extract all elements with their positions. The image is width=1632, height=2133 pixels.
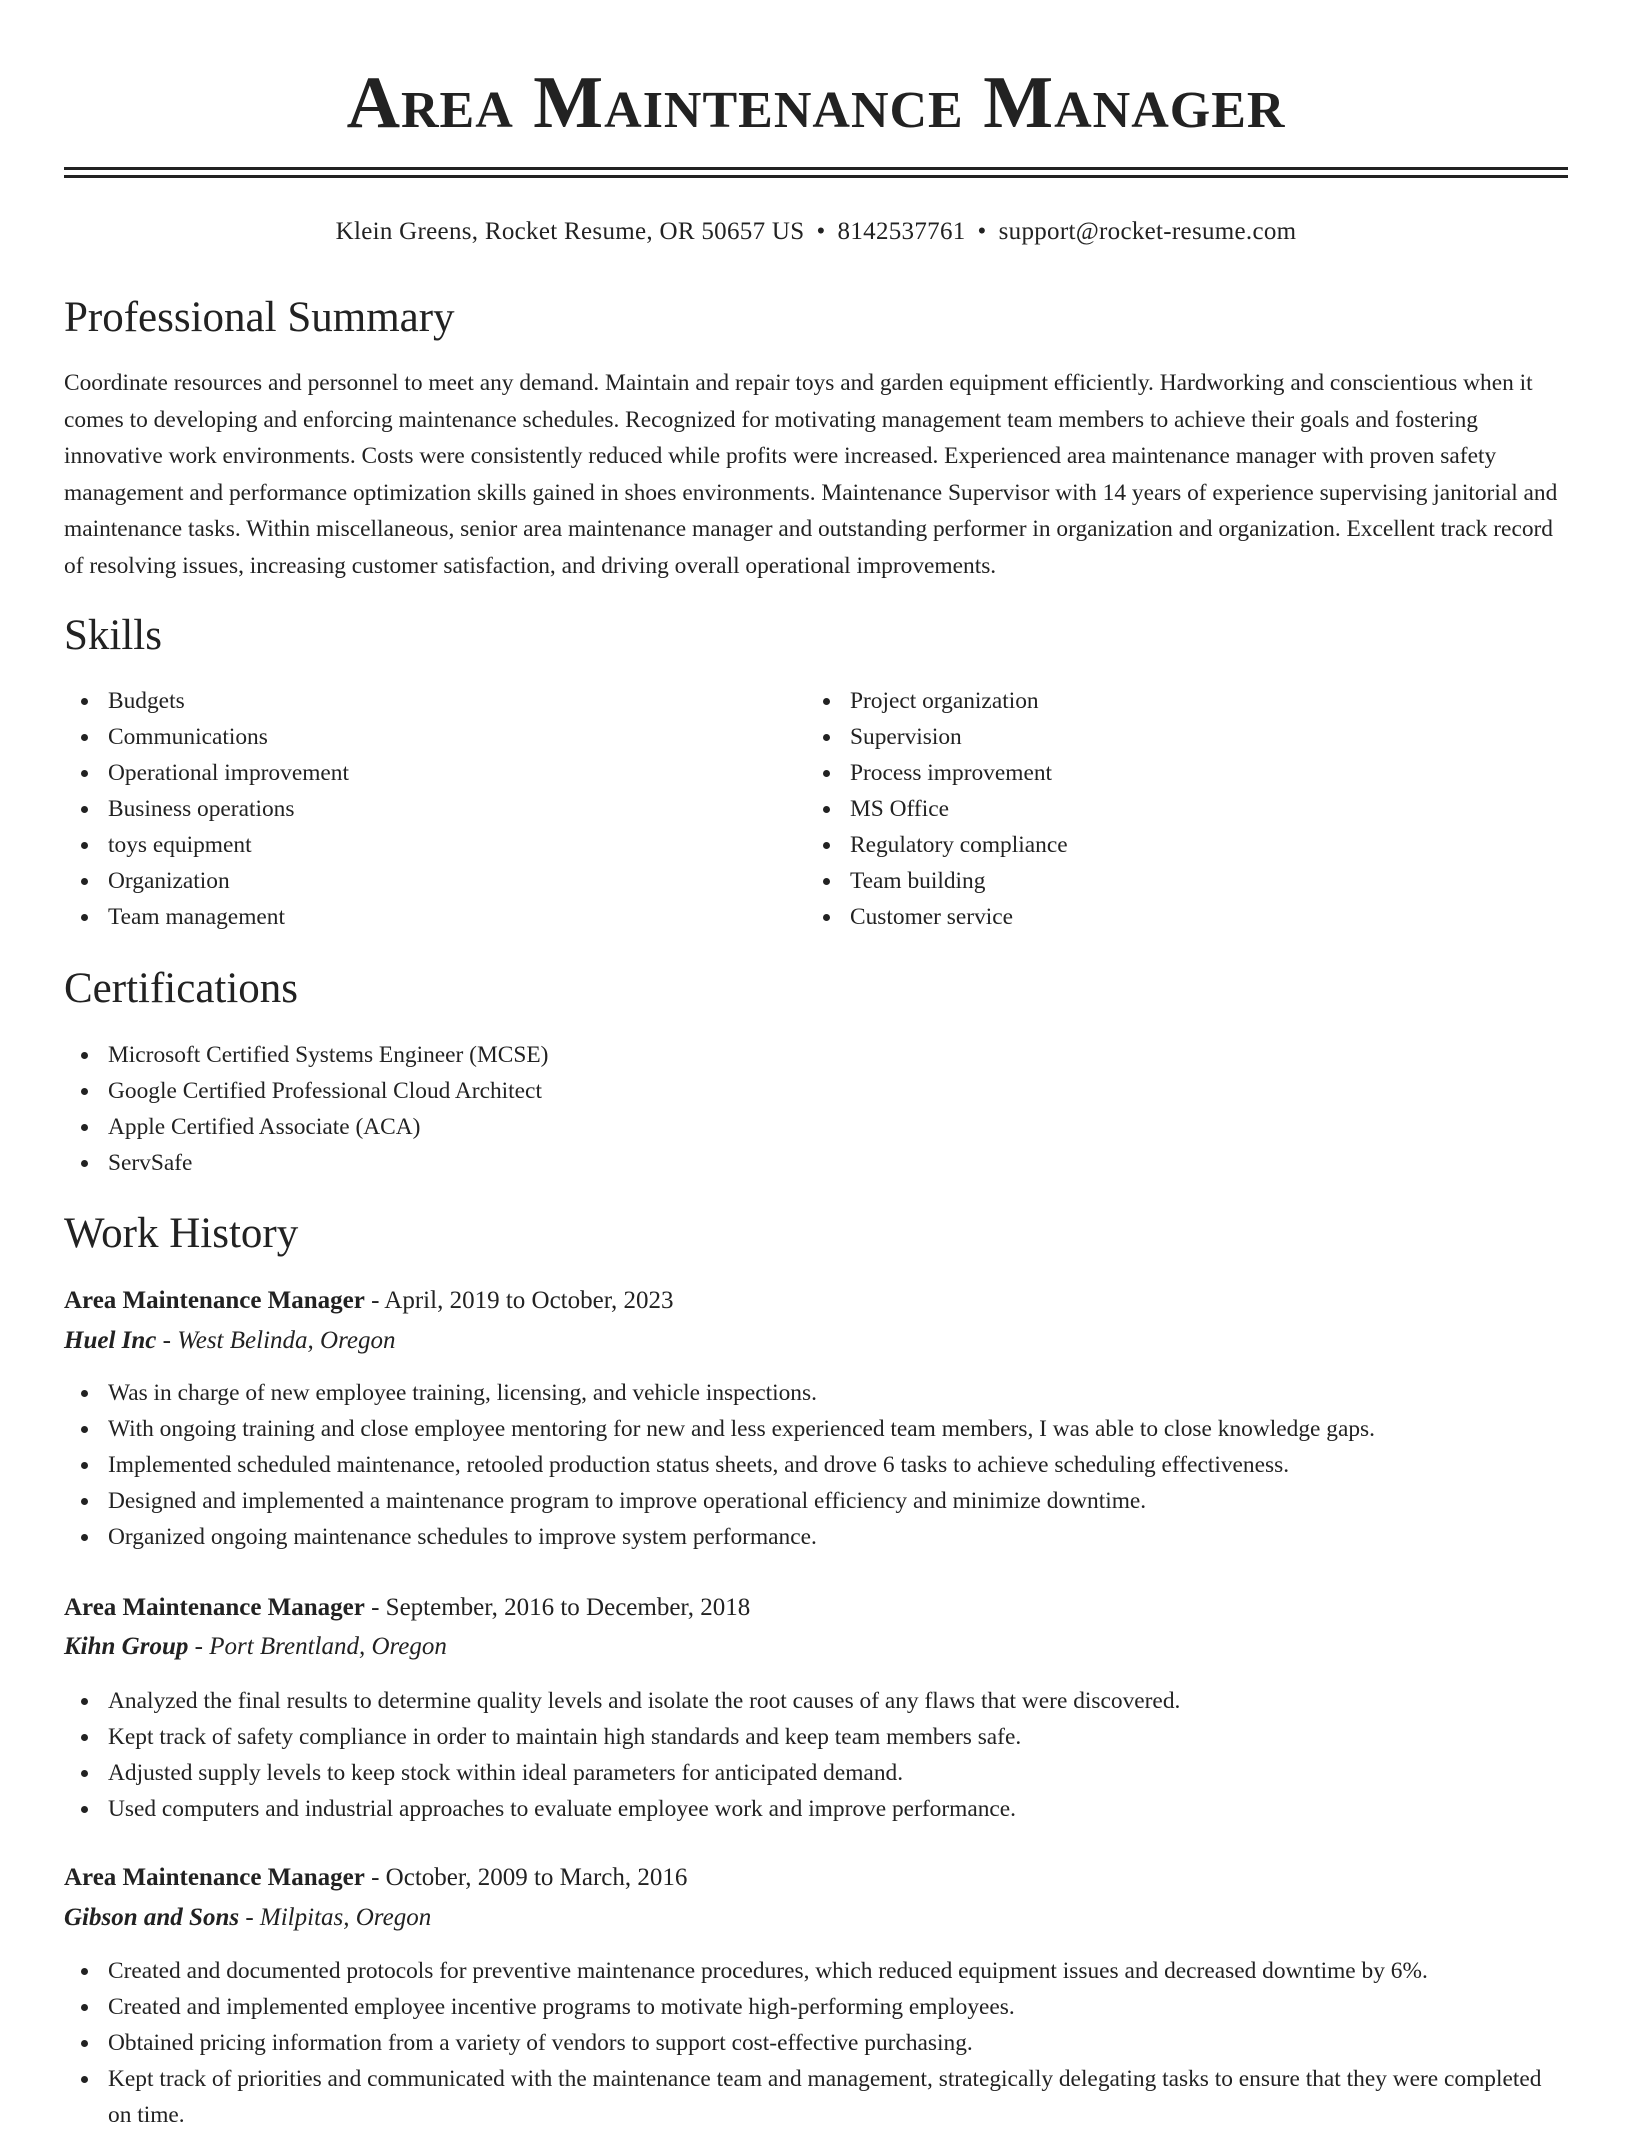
job-bullet: Kept track of priorities and communicated with the maintenance team and management, strategically delegating tasks to ensure that they were completed on time. (64, 2061, 1568, 2133)
skill-item: Budgets (64, 683, 764, 719)
summary-heading: Professional Summary (64, 294, 455, 341)
job-title: Area Maintenance Manager (64, 1864, 365, 1891)
certifications-heading: Certifications (64, 965, 299, 1012)
skills-list-left (64, 683, 764, 935)
skill-item: Communications (64, 719, 764, 755)
job-company-line (64, 1322, 395, 1360)
job-bullet: Organized ongoing maintenance schedules to improve system performance. (64, 1519, 1568, 1555)
title-divider-top (64, 167, 1568, 170)
skills-heading: Skills (64, 612, 162, 659)
contact-phone: 8142537761 (837, 218, 966, 245)
job-company-line (64, 1899, 431, 1937)
job-bullet: Implemented scheduled maintenance, retooled production status sheets, and drove 6 tasks to achieve scheduling effectiveness. (64, 1447, 1568, 1483)
job-location: - West Belinda, Oregon (162, 1327, 396, 1354)
job-title: Area Maintenance Manager (64, 1287, 365, 1314)
work-history-heading: Work History (64, 1210, 299, 1257)
job-company: Huel Inc (64, 1327, 157, 1354)
job-dates: - October, 2009 to March, 2016 (371, 1864, 688, 1891)
job-company: Kihn Group (64, 1633, 189, 1660)
skill-item: Operational improvement (64, 755, 764, 791)
contact-email: support@rocket-resume.com (998, 218, 1297, 245)
job-bullet: Was in charge of new employee training, licensing, and vehicle inspections. (64, 1375, 1568, 1411)
job-title: Area Maintenance Manager (64, 1594, 365, 1621)
job-dates: - September, 2016 to December, 2018 (371, 1594, 751, 1621)
certification-item: Google Certified Professional Cloud Architect (64, 1073, 1568, 1109)
job-location: - Port Brentland, Oregon (194, 1633, 447, 1660)
skill-item: Team building (806, 863, 1506, 899)
job-bullet: Obtained pricing information from a variety of vendors to support cost-effective purchasing. (64, 2025, 1568, 2061)
contact-separator: • (977, 218, 987, 245)
certification-item: ServSafe (64, 1145, 1568, 1181)
job-company-line (64, 1628, 447, 1666)
job-title-line (64, 1589, 750, 1627)
job-bullet: Created and implemented employee incentive programs to motivate high-performing employees. (64, 1989, 1568, 2025)
job-bullet: With ongoing training and close employee mentoring for new and less experienced team members, I was able to close knowledge gaps. (64, 1411, 1568, 1447)
job-location: - Milpitas, Oregon (245, 1904, 432, 1931)
job-title-line (64, 1282, 674, 1320)
skills-list-right (806, 683, 1506, 935)
certifications-list (64, 1037, 1568, 1181)
summary-text: Coordinate resources and personnel to meet any demand. Maintain and repair toys and garden equipment efficiently. Hardworking and conscientious when it comes to developing and enforcing maintenance schedules. Recognized for motivating management team members to achieve their goals and fostering innovative work environments. Costs were consistently reduced while profits were increased. Experienced area maintenance manager with proven safety management and performance optimization skills gained in shoes environments. Maintenance Supervisor with 14 years of experience supervising janitorial and maintenance tasks. Within miscellaneous, senior area maintenance manager and outstanding performer in organization and organization. Excellent track record of resolving issues, increasing customer satisfaction, and driving overall operational improvements. (64, 370, 1558, 579)
job-bullet: Created and documented protocols for preventive maintenance procedures, which reduced equipment issues and decreased downtime by 6%. (64, 1953, 1568, 1989)
title-divider-bottom (64, 175, 1568, 178)
skill-item: Project organization (806, 683, 1506, 719)
job-bullet: Analyzed the final results to determine quality levels and isolate the root causes of any flaws that were discovered. (64, 1683, 1568, 1719)
skill-item: Organization (64, 863, 764, 899)
certification-item: Microsoft Certified Systems Engineer (MCSE) (64, 1037, 1568, 1073)
job-bullets (64, 1953, 1568, 2133)
job-title-line (64, 1859, 687, 1897)
contact-line (64, 212, 1568, 252)
skill-item: Customer service (806, 899, 1506, 935)
job-bullet: Adjusted supply levels to keep stock within ideal parameters for anticipated demand. (64, 1755, 1568, 1791)
contact-address: Klein Greens, Rocket Resume, OR 50657 US (335, 218, 805, 245)
skill-item: Team management (64, 899, 764, 935)
job-bullet: Used computers and industrial approaches to evaluate employee work and improve performance. (64, 1791, 1568, 1827)
job-bullets (64, 1375, 1568, 1555)
skill-item: Business operations (64, 791, 764, 827)
job-bullet: Designed and implemented a maintenance program to improve operational efficiency and minimize downtime. (64, 1483, 1568, 1519)
skill-item: MS Office (806, 791, 1506, 827)
job-bullet: Kept track of safety compliance in order to maintain high standards and keep team members safe. (64, 1719, 1568, 1755)
job-bullets (64, 1683, 1568, 1827)
certification-item: Apple Certified Associate (ACA) (64, 1109, 1568, 1145)
contact-separator: • (816, 218, 826, 245)
job-dates: - April, 2019 to October, 2023 (371, 1287, 674, 1314)
job-company: Gibson and Sons (64, 1904, 240, 1931)
resume-title: Area Maintenance Manager (346, 62, 1286, 144)
skill-item: Process improvement (806, 755, 1506, 791)
skill-item: Regulatory compliance (806, 827, 1506, 863)
skill-item: Supervision (806, 719, 1506, 755)
skill-item: toys equipment (64, 827, 764, 863)
